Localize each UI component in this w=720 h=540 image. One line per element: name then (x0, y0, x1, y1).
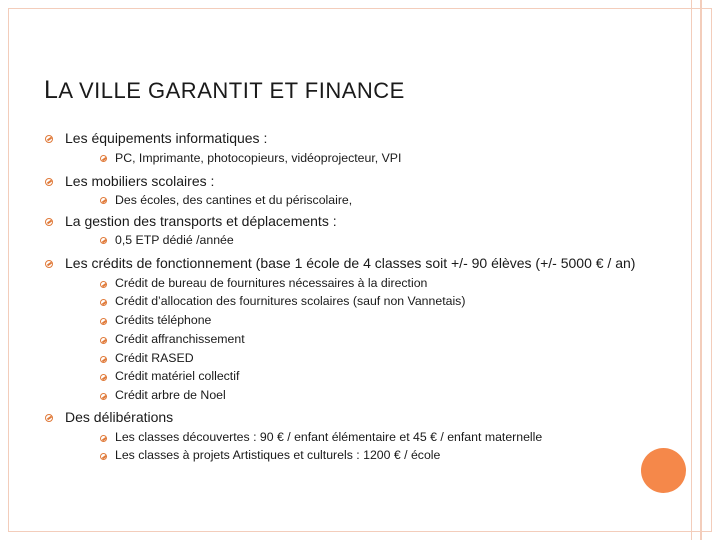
slide-border-right (700, 0, 702, 540)
sub-bullet-icon (100, 393, 107, 400)
slide-title (44, 76, 405, 105)
bullet-icon (45, 178, 53, 186)
sub-list-item: Crédit affranchissement (115, 332, 245, 346)
list-item: Les mobiliers scolaires : (65, 173, 215, 189)
bullet-icon (45, 414, 53, 422)
sub-list-item: Crédit matériel collectif (115, 369, 240, 383)
sub-list-item: Crédit de bureau de fournitures nécessaires à la direction (115, 276, 428, 290)
title-initial: L (44, 76, 59, 104)
sub-list-item: Les classes à projets Artistiques et culturels : 1200 € / école (115, 448, 441, 462)
sub-bullet-icon (100, 299, 107, 306)
list-item: Les équipements informatiques : (65, 130, 268, 146)
sub-bullet-icon (100, 356, 107, 363)
list-item: La gestion des transports et déplacements : (65, 213, 337, 229)
bullet-icon (45, 218, 53, 226)
sub-list-item: Crédits téléphone (115, 313, 212, 327)
sub-list-item: Crédit RASED (115, 351, 194, 365)
sub-bullet-icon (100, 337, 107, 344)
sub-list-item: Crédit d’allocation des fournitures scolaires (sauf non Vannetais) (115, 294, 466, 308)
sub-list-item: 0,5 ETP dédié /année (115, 233, 234, 247)
list-item: Des délibérations (65, 409, 174, 425)
slide-border-right-thin (691, 0, 692, 540)
sub-bullet-icon (100, 281, 107, 288)
bullet-icon (45, 135, 53, 143)
sub-list-item: Des écoles, des cantines et du périscolaire, (115, 193, 353, 207)
sub-bullet-icon (100, 453, 107, 460)
sub-bullet-icon (100, 435, 107, 442)
sub-list-item: PC, Imprimante, photocopieurs, vidéoprojecteur, VPI (115, 151, 402, 165)
sub-list-item: Crédit arbre de Noel (115, 388, 226, 402)
sub-bullet-icon (100, 318, 107, 325)
sub-bullet-icon (100, 155, 107, 162)
list-item: Les crédits de fonctionnement (base 1 école de 4 classes soit +/- 90 élèves (+/- 5000 € / an) (65, 255, 636, 271)
sub-bullet-icon (100, 374, 107, 381)
sub-bullet-icon (100, 197, 107, 204)
title-rest: A VILLE GARANTIT ET FINANCE (58, 78, 405, 103)
sub-list-item: Les classes découvertes : 90 € / enfant élémentaire et 45 € / enfant maternelle (115, 430, 543, 444)
bullet-icon (45, 260, 53, 268)
decorative-circle (641, 448, 686, 493)
sub-bullet-icon (100, 237, 107, 244)
